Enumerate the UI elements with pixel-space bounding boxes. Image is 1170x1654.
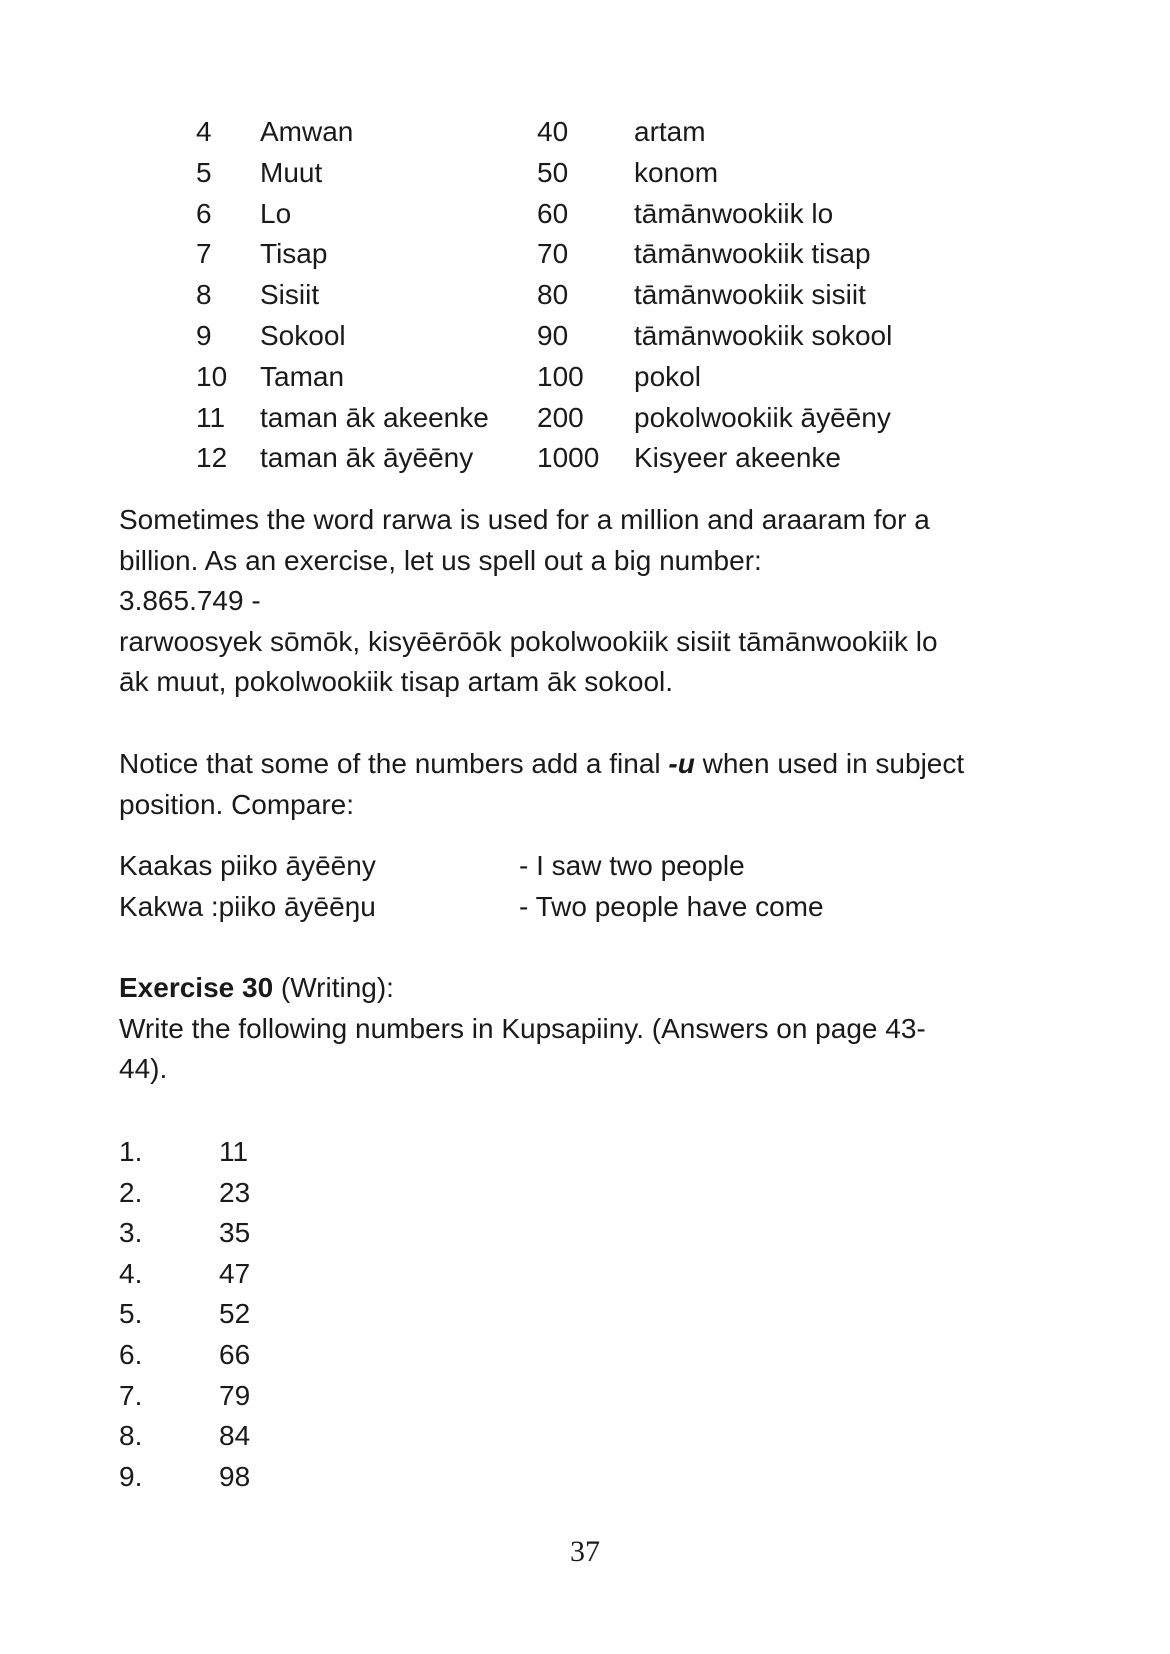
- exercise-instruction: Write the following numbers in Kupsapiiny. (Answers on page 43-: [119, 1012, 926, 1044]
- word-cell: Sisiit: [260, 279, 320, 311]
- list-item: [119, 1254, 250, 1295]
- list-item: [119, 1294, 250, 1335]
- number-cell: 60: [537, 197, 569, 229]
- item-index: 2.: [119, 1176, 143, 1208]
- paragraph-line: billion. As an exercise, let us spell out a big number:: [119, 544, 762, 576]
- numbers-table-body: [196, 112, 954, 479]
- list-item: [119, 1376, 250, 1417]
- word-cell: taman āk āyēēny: [260, 442, 474, 474]
- numbers-table: [196, 112, 954, 479]
- number-cell: 8: [196, 279, 212, 311]
- paragraph-line: rarwoosyek sōmōk, kisyēērōōk pokolwookiik sisiit tāmānwookiik lo: [119, 625, 938, 657]
- word-cell: tāmānwookiik sokool: [634, 319, 893, 351]
- number-cell: 200: [537, 401, 584, 433]
- exercise-heading: [119, 968, 1059, 1090]
- item-index: 4.: [119, 1257, 143, 1289]
- number-cell: 50: [537, 156, 569, 188]
- number-cell: 70: [537, 238, 569, 270]
- number-cell: 4: [196, 116, 212, 147]
- item-index: 8.: [119, 1420, 143, 1452]
- number-cell: 5: [196, 156, 212, 188]
- number-cell: 6: [196, 197, 212, 229]
- table-row: [196, 357, 954, 398]
- list-item: [119, 1213, 250, 1254]
- exercise-type: (Writing):: [273, 972, 394, 1003]
- word-cell: Amwan: [260, 116, 354, 147]
- table-row: [196, 275, 954, 316]
- table-row: [196, 153, 954, 194]
- item-value: 79: [219, 1379, 251, 1411]
- notice-text-before: Notice that some of the numbers add a final: [119, 748, 669, 779]
- paragraph-line: Sometimes the word rarwa is used for a million and araaram for a: [119, 504, 930, 535]
- table-row: [196, 194, 954, 235]
- word-cell: pokol: [634, 360, 701, 392]
- item-value: 23: [219, 1176, 251, 1208]
- word-cell: pokolwookiik āyēēny: [634, 401, 891, 433]
- compare-row: [119, 846, 824, 887]
- number-cell: 80: [537, 279, 569, 311]
- item-value: 84: [219, 1420, 251, 1452]
- word-cell: Sokool: [260, 319, 346, 351]
- item-index: 7.: [119, 1379, 143, 1411]
- list-item: [119, 1132, 250, 1173]
- compare-table: [119, 846, 824, 927]
- number-cell: 40: [537, 116, 569, 147]
- word-cell: Lo: [260, 197, 292, 229]
- number-cell: 7: [196, 238, 212, 270]
- page-number: 37: [570, 1535, 600, 1568]
- item-index: 9.: [119, 1460, 143, 1492]
- item-value: 66: [219, 1338, 251, 1370]
- notice-paragraph: [119, 744, 1059, 825]
- word-cell: Tisap: [260, 238, 328, 270]
- compare-row: [119, 887, 824, 928]
- item-value: 52: [219, 1298, 251, 1330]
- item-index: 1.: [119, 1136, 143, 1167]
- table-row: [196, 398, 954, 439]
- word-cell: konom: [634, 156, 719, 188]
- item-index: 5.: [119, 1298, 143, 1330]
- kupsapiiny-sentence: Kaakas piiko āyēēny: [119, 850, 376, 881]
- table-row: [196, 438, 954, 479]
- notice-text-after: when used in subject: [694, 748, 965, 779]
- number-cell: 12: [196, 442, 228, 474]
- list-item: [119, 1173, 250, 1214]
- item-value: 35: [219, 1217, 251, 1249]
- word-cell: Muut: [260, 156, 323, 188]
- exercise-title: Exercise 30: [119, 972, 274, 1003]
- item-value: 98: [219, 1460, 251, 1492]
- word-cell: Taman: [260, 360, 345, 392]
- item-index: 3.: [119, 1217, 143, 1249]
- paragraph-line: position. Compare:: [119, 788, 355, 820]
- big-number: 3.865.749 -: [119, 585, 261, 617]
- list-item: [119, 1335, 250, 1376]
- table-row: [196, 112, 954, 153]
- english-translation: - Two people have come: [519, 890, 824, 922]
- paragraph-line: āk muut, pokolwookiik tisap artam āk sokool.: [119, 666, 674, 698]
- word-cell: tāmānwookiik tisap: [634, 238, 871, 270]
- paragraph-line: [119, 744, 1059, 785]
- word-cell: taman āk akeenke: [260, 401, 489, 433]
- table-row: [196, 234, 954, 275]
- exercise-list: [119, 1132, 250, 1497]
- item-index: 6.: [119, 1338, 143, 1370]
- exercise-title-line: [119, 968, 1059, 1009]
- number-cell: 11: [196, 401, 226, 433]
- number-cell: 100: [537, 360, 584, 392]
- suffix-u: -u: [668, 748, 695, 779]
- table-row: [196, 316, 954, 357]
- number-cell: 10: [196, 360, 228, 392]
- english-translation: - I saw two people: [519, 850, 745, 881]
- exercise-list-body: [119, 1132, 250, 1497]
- word-cell: Kisyeer akeenke: [634, 442, 842, 474]
- item-value: 47: [219, 1257, 251, 1289]
- number-cell: 90: [537, 319, 569, 351]
- item-value: 11: [219, 1136, 249, 1167]
- list-item: [119, 1416, 250, 1457]
- word-cell: tāmānwookiik lo: [634, 197, 834, 229]
- number-cell: 9: [196, 319, 212, 351]
- word-cell: tāmānwookiik sisiit: [634, 279, 866, 311]
- million-billion-paragraph: [119, 500, 1059, 703]
- compare-table-body: [119, 846, 824, 927]
- number-cell: 1000: [537, 442, 600, 474]
- kupsapiiny-sentence: Kakwa :piiko āyēēŋu: [119, 890, 376, 922]
- exercise-instruction: 44).: [119, 1053, 168, 1085]
- word-cell: artam: [634, 116, 706, 147]
- list-item: [119, 1457, 250, 1498]
